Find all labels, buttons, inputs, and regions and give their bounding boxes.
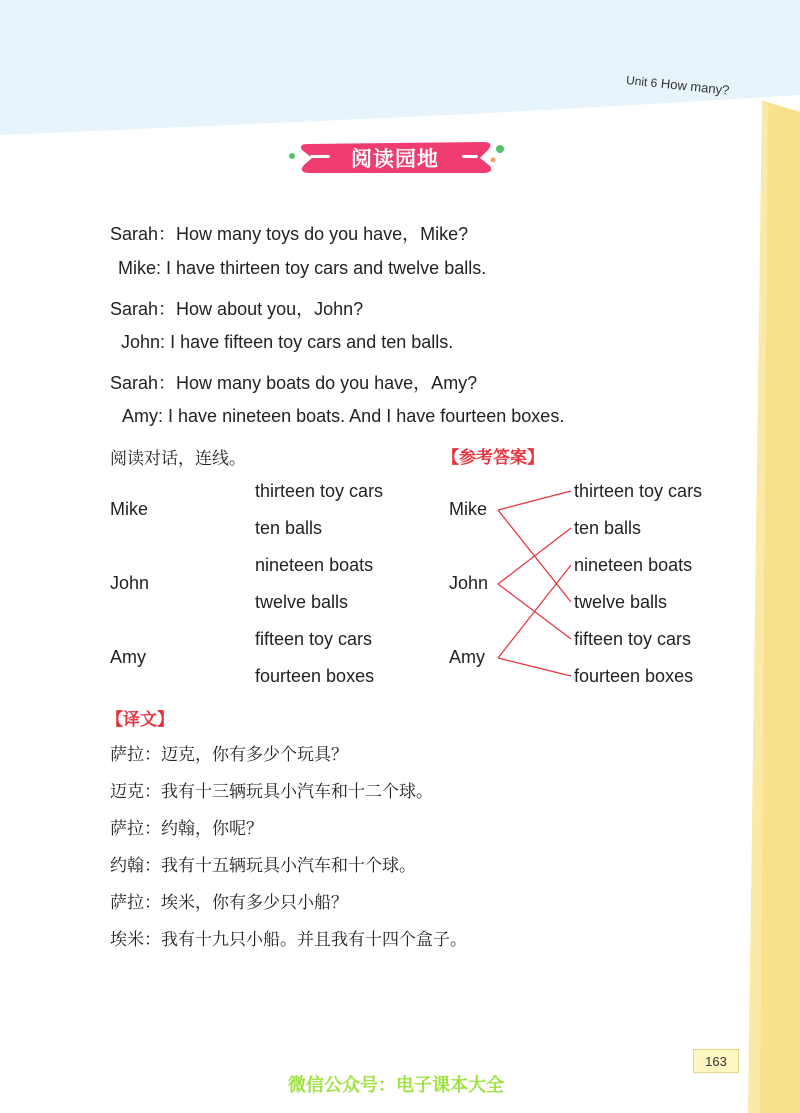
- translation-line: 萨拉：约翰，你呢？: [110, 819, 263, 839]
- match-line-amy: [498, 658, 571, 676]
- answer-name-john: John: [449, 573, 489, 593]
- match-line-john: [498, 528, 571, 584]
- dialogue-line: Sarah：How about you，John?: [110, 299, 364, 319]
- answer-name-amy: Amy: [449, 647, 485, 667]
- unit-number: Unit 6: [625, 72, 659, 91]
- dialogue-line: Sarah：How many toys do you have，Mike?: [110, 224, 469, 244]
- exercise-instruction: 阅读对话，连线。: [110, 449, 246, 469]
- speaker: Amy: [122, 406, 158, 426]
- speaker: Sarah: [110, 299, 159, 319]
- dialogue-text: How many toys do you have，Mike?: [176, 224, 469, 244]
- dialogue-text: How many boats do you have，Amy?: [176, 373, 478, 393]
- answer-item: thirteen toy cars: [574, 481, 703, 501]
- name-amy: Amy: [110, 647, 146, 667]
- watermark: 微信公众号：电子课本大全: [288, 1075, 504, 1096]
- answer-item: fourteen boxes: [574, 666, 694, 686]
- speaker: Mike: [118, 258, 157, 278]
- dialogue-line: John: I have fifteen toy cars and ten balls.: [121, 332, 454, 352]
- dialogue-line: Sarah：How many boats do you have，Amy?: [110, 373, 478, 393]
- dialogue-text: I have thirteen toy cars and twelve balls.: [166, 258, 487, 278]
- item-option: ten balls: [255, 518, 323, 538]
- translation-label: 【译文】: [106, 710, 174, 730]
- item-option: twelve balls: [255, 592, 349, 612]
- translation-line: 萨拉：迈克，你有多少个玩具？: [110, 745, 348, 765]
- name-john: John: [110, 573, 150, 593]
- dialogue-line: Mike: I have thirteen toy cars and twelve balls.: [118, 258, 487, 278]
- dialogue-text: I have fifteen toy cars and ten balls.: [170, 332, 454, 352]
- translation-line: 埃米：我有十九只小船。并且我有十四个盒子。: [110, 930, 467, 950]
- translation-line: 萨拉：埃米，你有多少只小船？: [110, 893, 348, 913]
- dialogue-line: Amy: I have nineteen boats. And I have fourteen boxes.: [122, 406, 565, 426]
- answer-item: twelve balls: [574, 592, 668, 612]
- item-option: nineteen boats: [255, 555, 374, 575]
- answer-item: ten balls: [574, 518, 642, 538]
- answer-label: 【参考答案】: [442, 448, 544, 468]
- banner-title: 阅读园地: [351, 147, 439, 171]
- speaker: Sarah: [110, 224, 159, 244]
- match-line-mike: [498, 491, 571, 510]
- translation-line: 约翰：我有十五辆玩具小汽车和十个球。: [110, 856, 416, 876]
- answer-item: nineteen boats: [574, 555, 693, 575]
- item-option: fourteen boxes: [255, 666, 375, 686]
- dialogue-text: I have nineteen boats. And I have fourteen boxes.: [168, 406, 565, 426]
- item-option: fifteen toy cars: [255, 629, 373, 649]
- speaker: John: [121, 332, 161, 352]
- unit-title: How many?: [660, 75, 731, 98]
- translation-line: 迈克：我有十三辆玩具小汽车和十二个球。: [110, 782, 433, 802]
- answer-name-mike: Mike: [449, 499, 488, 519]
- item-option: thirteen toy cars: [255, 481, 384, 501]
- name-mike: Mike: [110, 499, 149, 519]
- answer-item: fifteen toy cars: [574, 629, 692, 649]
- dialogue-text: How about you，John?: [176, 299, 364, 319]
- page-number: 163: [693, 1049, 739, 1073]
- match-line-amy: [498, 565, 571, 658]
- speaker: Sarah: [110, 373, 159, 393]
